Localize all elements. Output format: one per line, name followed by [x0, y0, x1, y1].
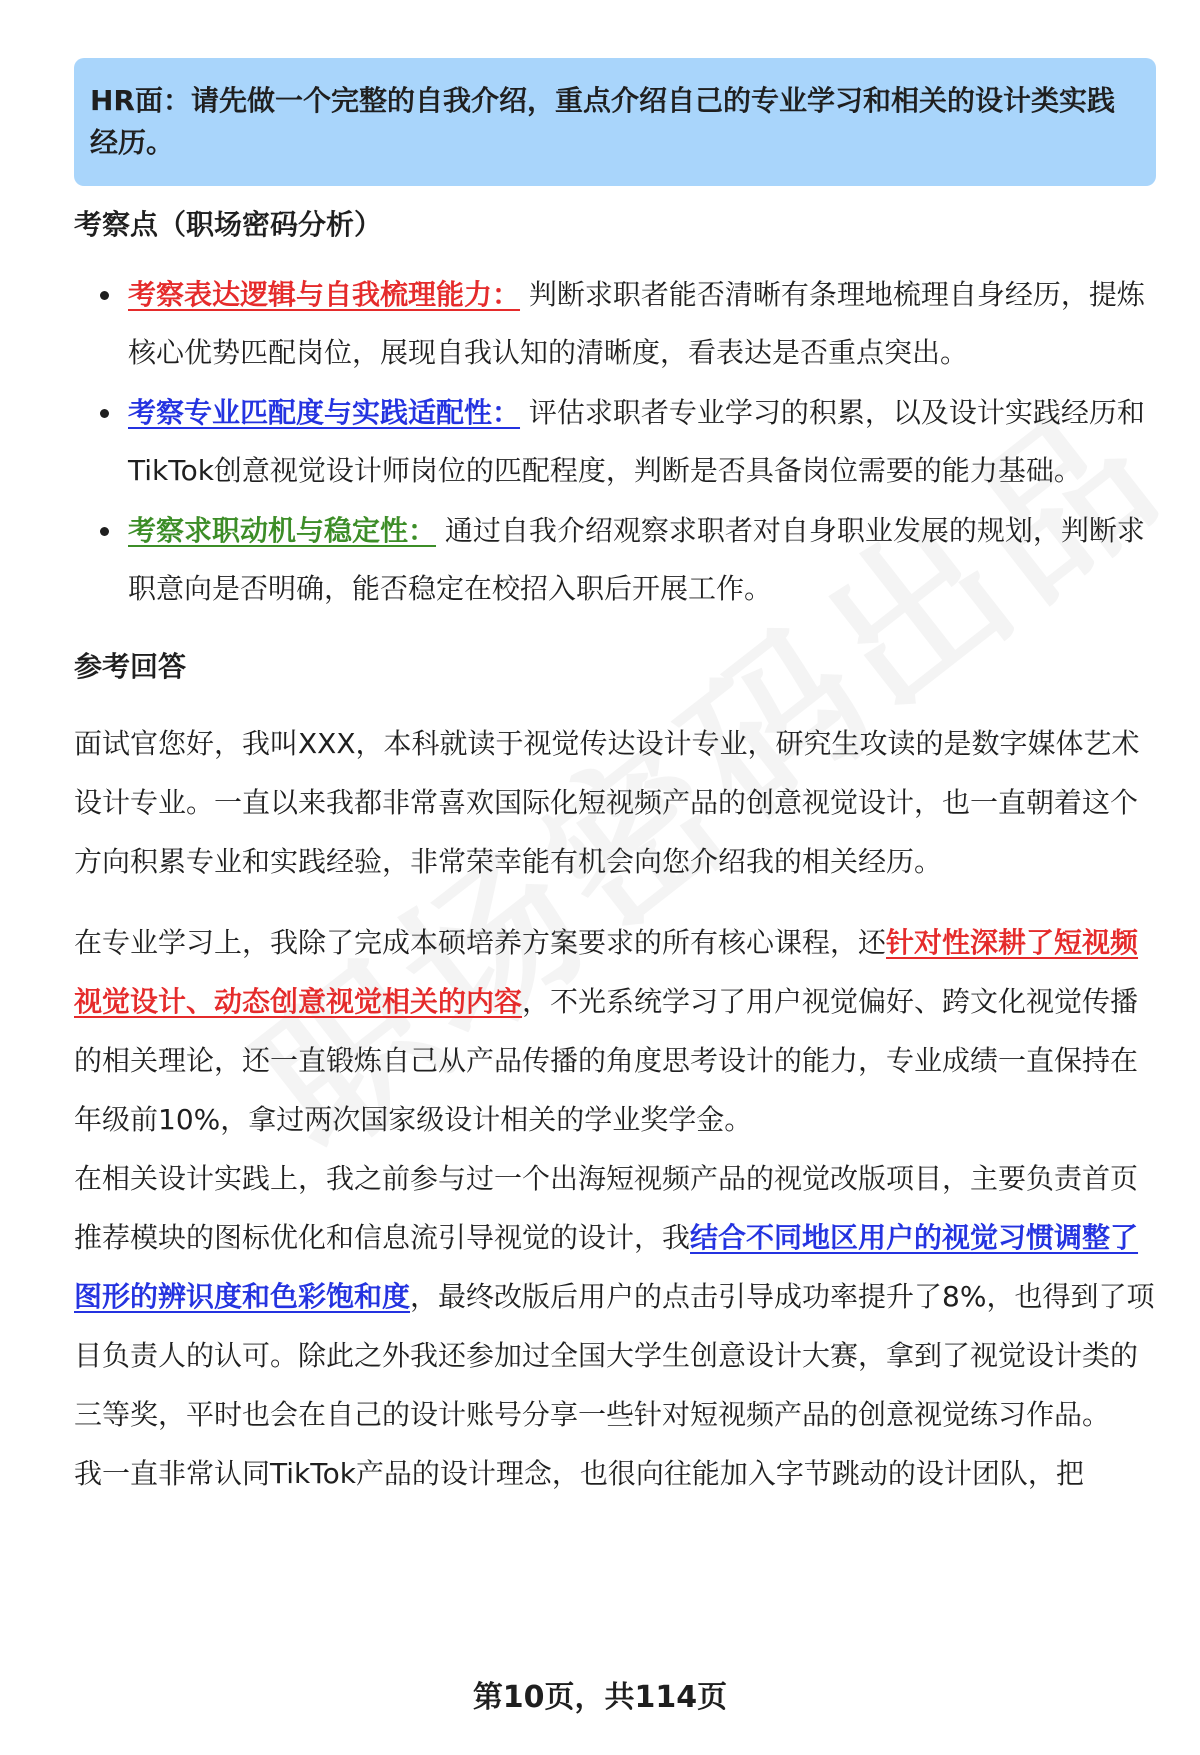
answer-heading: 参考回答: [74, 650, 187, 683]
paragraph-text: 在相关设计实践上，我之前参与过一个出海短视频产品的视觉改版项目，主要负责首页推荐模块的图标优化和信息流引导视觉的设计，我: [74, 1162, 1139, 1254]
point-label: 考察专业匹配度与实践适配性：: [128, 396, 521, 429]
highlight-text: 针对性深耕了短视频视觉设计、动态创意视觉相关的内容: [74, 926, 1139, 1018]
answer-paragraph-2: [74, 913, 1156, 1149]
paragraph-text: ，最终改版后用户的点击引导成功率提升了8%，也得到了项目负责人的认可。除此之外我还参加过全国大学生创意设计大赛，拿到了视觉设计类的三等奖，平时也会在自己的设计账号分享一些针对短视频产品的创意视觉练习作品。: [74, 1280, 1155, 1431]
analysis-heading: 考察点（职场密码分析）: [74, 208, 383, 241]
paragraph-text: 在专业学习上，我除了完成本硕培养方案要求的所有核心课程，还: [74, 926, 887, 959]
list-item: [74, 384, 1156, 500]
point-text: 评估求职者专业学习的积累，以及设计实践经历和TikTok创意视觉设计师岗位的匹配程度，判断是否具备岗位需要的能力基础。: [128, 396, 1145, 487]
bullet-icon: [100, 291, 109, 300]
list-item: [74, 266, 1156, 382]
answer-paragraph-3: [74, 1149, 1156, 1444]
analysis-points: [74, 266, 1156, 618]
paragraph-text: ，不光系统学习了用户视觉偏好、跨文化视觉传播的相关理论，还一直锻炼自己从产品传播的角度思考设计的能力，专业成绩一直保持在年级前10%，拿过两次国家级设计相关的学业奖学金。: [74, 985, 1139, 1136]
bullet-icon: [100, 527, 109, 536]
point-text: 判断求职者能否清晰有条理地梳理自身经历，提炼核心优势匹配岗位，展现自我认知的清晰度，看表达是否重点突出。: [128, 278, 1145, 369]
answer-paragraph-1: 面试官您好，我叫XXX，本科就读于视觉传达设计专业，研究生攻读的是数字媒体艺术设计专业。一直以来我都非常喜欢国际化短视频产品的创意视觉设计，也一直朝着这个方向积累专业和实践经验，非常荣幸能有机会向您介绍我的相关经历。: [74, 727, 1140, 878]
question-box: [74, 58, 1156, 186]
document-page: [74, 58, 1156, 1503]
point-label: 考察表达逻辑与自我梳理能力：: [128, 278, 521, 311]
question-text: HR面：请先做一个完整的自我介绍，重点介绍自己的专业学习和相关的设计类实践经历。: [90, 84, 1115, 159]
point-text: 通过自我介绍观察求职者对自身职业发展的规划，判断求职意向是否明确，能否稳定在校招入职后开展工作。: [128, 514, 1145, 605]
list-item: [74, 502, 1156, 618]
answer-paragraph-4: 我一直非常认同TikTok产品的设计理念，也很向往能加入字节跳动的设计团队，把: [74, 1457, 1084, 1490]
page-number: 第10页，共114页: [472, 1680, 728, 1715]
highlight-text: 结合不同地区用户的视觉习惯调整了图形的辨识度和色彩饱和度: [74, 1221, 1139, 1313]
point-label: 考察求职动机与稳定性：: [128, 514, 437, 547]
bullet-icon: [100, 409, 109, 418]
